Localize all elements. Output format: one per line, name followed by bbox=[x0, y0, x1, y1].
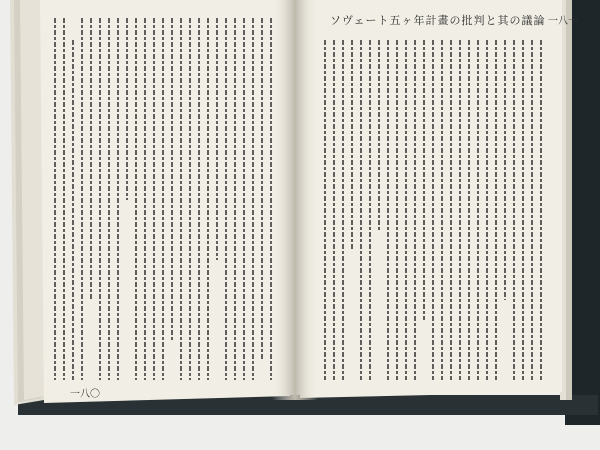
running-head: ソヴェート五ヶ年計畫の批判と其の議論 bbox=[330, 14, 546, 27]
page-edges-left bbox=[10, 0, 44, 405]
gutter-shadow bbox=[272, 0, 318, 400]
left-page-number: 一八〇 bbox=[70, 389, 100, 400]
right-page-number: 一八一 bbox=[548, 16, 578, 27]
